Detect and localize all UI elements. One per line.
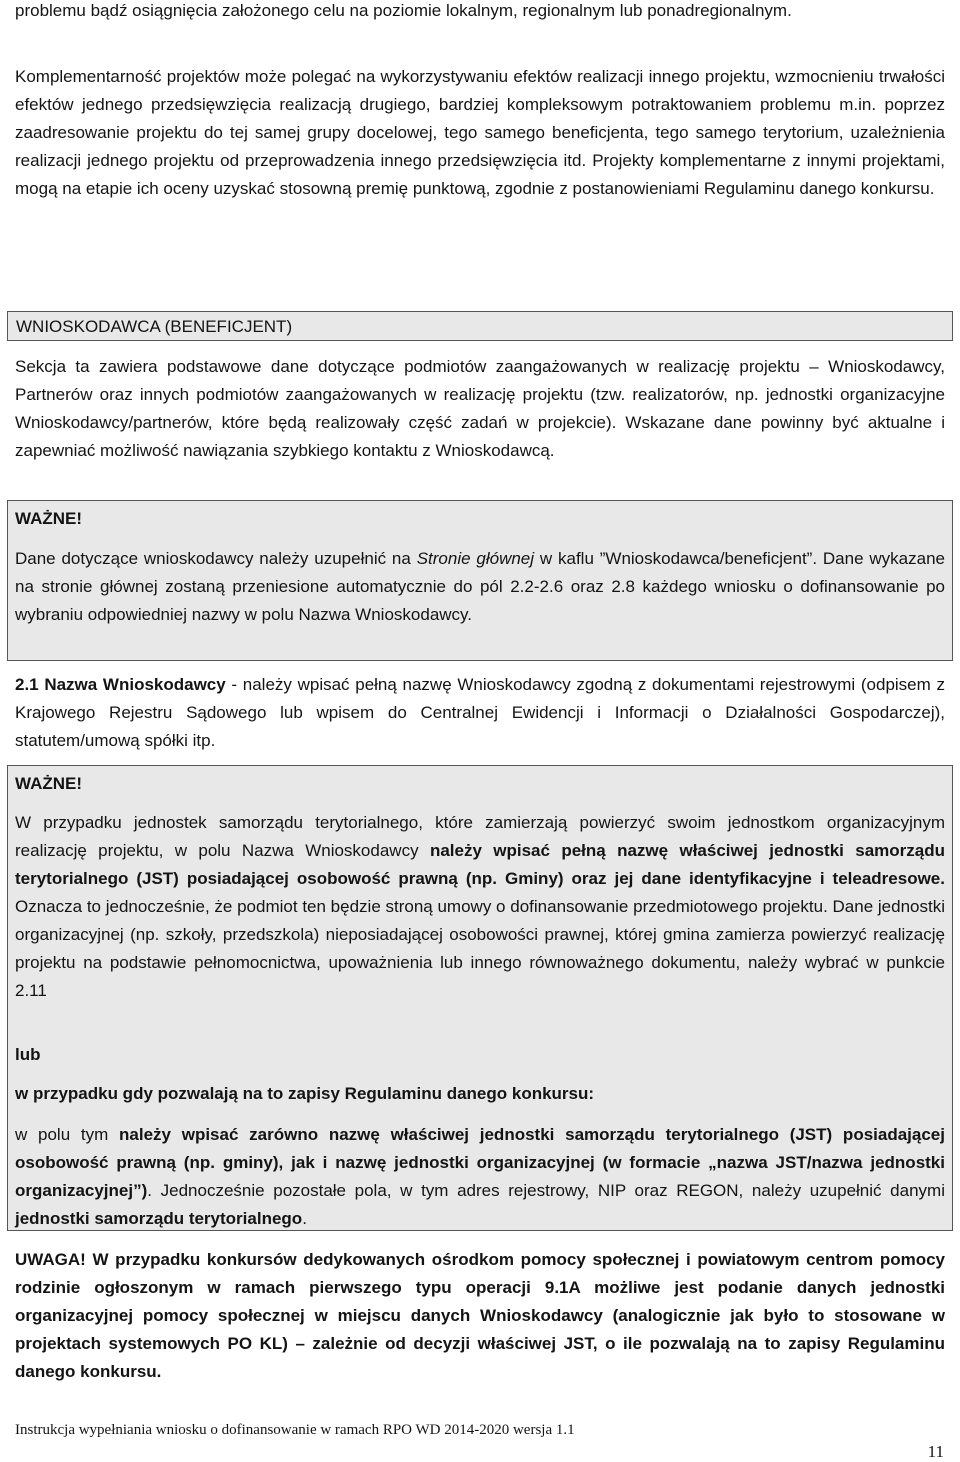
main-page-link-text: Stronie głównej xyxy=(416,549,535,568)
jst-instructions: w polu tym należy wpisać zarówno nazwę właściwej jednostki samorządu terytorialnego (JST) posiadającej osobowość prawną (np. gminy), jak i nazwę jednostki organizacyjnej (w formacie „nazwa JST/nazwa jednostki organizacyjnej”). Jednocześnie pozostałe pola, w tym adres rejestrowy, NIP oraz REGON, należy uzupełnić danymi jednostki samorządu terytorialnego. xyxy=(15,1125,950,1228)
or-label: lub xyxy=(15,1045,41,1064)
section-description-text: Sekcja ta zawiera podstawowe dane dotyczące podmiotów zaangażowanych w realizację projektu – Wnioskodawcy, Partnerów oraz innych podmiotów zaangażowanych w realizację projektu (tzw. realizatorów, np. jednostki organizacyjne Wnioskodawcy/partnerów, które będą realizowały część zadań w projekcie). Wskazane dane powinny być aktualne i zapewniać możliwość nawiązania szybkiego kontaktu z Wnioskodawcą. xyxy=(15,357,950,460)
item-2-1-paragraph: 2.1 Nazwa Wnioskodawcy - należy wpisać pełną nazwę Wnioskodawcy zgodną z dokumentami rejestrowymi (odpisem z Krajowego Rejestru Sądowego lub wpisem do Centralnej Ewidencji i Informacji o Działalności Gospodarczej), statutem/umową spółki itp. xyxy=(15,675,950,750)
intro-text-2: Komplementarność projektów może polegać na wykorzystywaniu efektów realizacji innego projektu, wzmocnieniu trwałości efektów jednego przedsięwzięcia realizacją drugiego, bardziej kompleksowym potraktowaniem problemu m.in. poprzez zaadresowanie projektu do tej samej grupy docelowej, tego samego beneficjenta, tego samego terytorium, uzależnienia realizacji jednego projektu od przeprowadzenia innego przedsięwzięcia itd. Projekty komplementarne z innymi projektami, mogą na etapie ich oceny uzyskać stosowną premię punktową, zgodnie z postanowieniami Regulaminu danego konkursu. xyxy=(15,67,950,198)
condition-label: w przypadku gdy pozwalają na to zapisy Regulaminu danego konkursu: xyxy=(15,1084,595,1103)
intro-text-1: problemu bądź osiągnięcia założonego celu na poziomie lokalnym, regionalnym lub ponadregionalnym. xyxy=(15,1,792,20)
important-note-2-label: WAŻNE! xyxy=(15,774,83,793)
important-note-1-text: Dane dotyczące wnioskodawcy należy uzupełnić na Stronie głównej w kaflu ”Wnioskodawca/beneficjent”. Dane wykazane na stronie głównej zostaną przeniesione automatycznie do pól 2.2-2.6 oraz 2.8 każdego wniosku o dofinansowanie po wybraniu odpowiedniej nazwy w polu Nazwa Wnioskodawcy. xyxy=(15,549,950,624)
important-note-1-label: WAŻNE! xyxy=(15,509,83,528)
important-note-2-text: W przypadku jednostek samorządu terytorialnego, które zamierzają powierzyć swoim jednostkom organizacyjnym realizację projektu, w polu Nazwa Wnioskodawcy należy wpisać pełną nazwę właściwej jednostki samorządu terytorialnego (JST) posiadającej osobowość prawną (np. Gminy) oraz jej dane identyfikacyjne i teleadresowe. Oznacza to jednocześnie, że podmiot ten będzie stroną umowy o dofinansowanie przedmiotowego projektu. Dane jednostki organizacyjnej (np. szkoły, przedszkola) nieposiadającej osobowości prawnej, której gmina zamierza powierzyć realizację projektu na podstawie pełnomocnictwa, upoważnienia lub innego równoważnego dokumentu, należy wybrać w punkcie 2.11 xyxy=(15,813,950,1000)
section-header-box xyxy=(7,311,953,341)
warning-paragraph: UWAGA! W przypadku konkursów dedykowanych ośrodkom pomocy społecznej i powiatowym centrom pomocy rodzinie ogłoszonym w ramach pierwszego typu operacji 9.1A możliwe jest podanie danych jednostki organizacyjnej pomocy społecznej w miejscu danych Wnioskodawcy (analogicznie jak było to stosowane w projektach systemowych PO KL) – zależnie od decyzji właściwej JST, o ile pozwalają na to zapisy Regulaminu danego konkursu. xyxy=(15,1250,950,1381)
intro-paragraph-continued xyxy=(15,0,945,25)
page-number: 11 xyxy=(927,1442,944,1461)
footer-title: Instrukcja wypełniania wniosku o dofinansowanie w ramach RPO WD 2014-2020 wersja 1.1 xyxy=(15,1422,575,1438)
complementarity-paragraph xyxy=(15,63,950,203)
section-description xyxy=(15,353,950,465)
item-2-1-label: 2.1 Nazwa Wnioskodawcy xyxy=(15,675,226,694)
section-heading: WNIOSKODAWCA (BENEFICJENT) xyxy=(16,317,293,336)
